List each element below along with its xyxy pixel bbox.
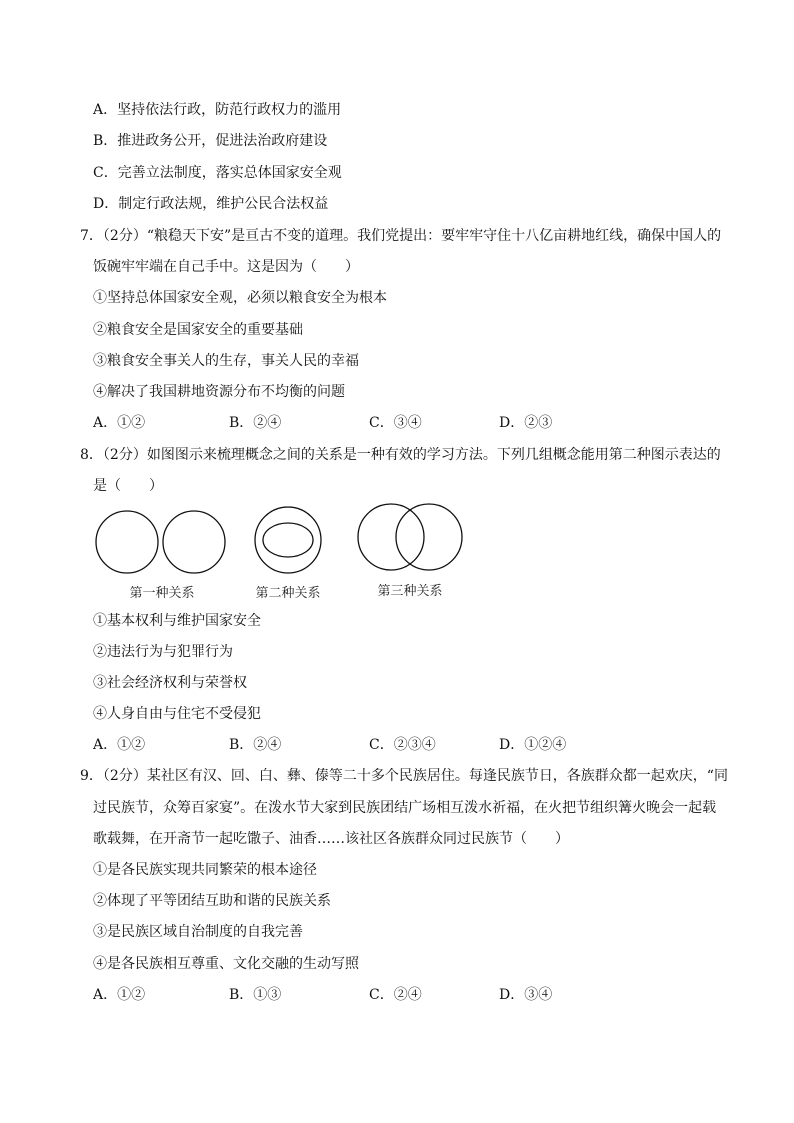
q7-statement-2: ②粮食安全是国家安全的重要基础 — [93, 322, 303, 338]
q8-statement-1: ①基本权利与维护国家安全 — [93, 613, 261, 629]
q9-stem-line1: 9．（2分）某社区有汉、回、白、彝、傣等二十多个民族居住。每逢民族节日，各族群众都一起欢庆，“同 — [80, 768, 728, 784]
q7-stem-line2: 饭碗牢牢端在自己手中。这是因为（ ） — [93, 259, 359, 275]
q9-choices — [93, 985, 653, 1005]
q7-choice-d: D．②③ — [499, 415, 553, 431]
q7-statement-1: ①坚持总体国家安全观，必须以粮食安全为根本 — [93, 290, 387, 306]
q8-stem-line2: 是（ ） — [93, 478, 163, 494]
diagram-caption-second: 第二种关系 — [255, 586, 321, 601]
relationship-diagrams — [92, 502, 472, 602]
third-relation-circle-left — [358, 504, 424, 570]
q7-statement-3: ③粮食安全事关人的生存，事关人民的幸福 — [93, 353, 359, 369]
second-relation-inner-ellipse — [263, 523, 313, 557]
q8-choice-a: A．①② — [93, 737, 146, 753]
q9-statement-4: ④是各民族相互尊重、文化交融的生动写照 — [93, 956, 359, 972]
q9-choice-c: C．②④ — [369, 987, 422, 1003]
q9-stem-line2: 过民族节，众筹百家宴”。在泼水节大家到民族团结广场相互泼水祈福，在火把节组织篝火晚会一起载 — [93, 800, 717, 816]
q7-stem-line1: 7．（2分）“粮稳天下安”是亘古不变的道理。我们党提出：要牢牢守住十八亿亩耕地红线，确保中国人的 — [80, 228, 722, 244]
q8-choice-d: D．①②④ — [499, 737, 567, 753]
q7-statement-4: ④解决了我国耕地资源分布不均衡的问题 — [93, 384, 345, 400]
q9-statement-1: ①是各民族实现共同繁荣的根本途径 — [93, 862, 317, 878]
prev-option-a: A．坚持依法行政，防范行政权力的滥用 — [93, 102, 342, 118]
q8-stem-line1: 8．（2分）如图图示来梳理概念之间的关系是一种有效的学习方法。下列几组概念能用第二种图示表达的 — [80, 447, 721, 463]
q7-choices — [93, 413, 653, 433]
q9-choice-a: A．①② — [93, 987, 146, 1003]
q7-choice-c: C．③④ — [369, 415, 422, 431]
q7-choice-b: B．②④ — [229, 415, 282, 431]
first-relation-circle-right — [163, 511, 225, 573]
prev-option-b: B．推进政务公开，促进法治政府建设 — [93, 133, 328, 149]
q9-stem-line3: 歌载舞，在开斋节一起吃馓子、油香……该社区各族群众同过民族节（ ） — [93, 831, 569, 847]
q9-statement-2: ②体现了平等团结互助和谐的民族关系 — [93, 893, 331, 909]
third-relation-circle-right — [396, 504, 462, 570]
q9-choice-d: D．③④ — [499, 987, 553, 1003]
second-relation-outer-circle — [255, 507, 321, 573]
prev-option-d: D．制定行政法规，维护公民合法权益 — [93, 196, 329, 212]
diagram-caption-first: 第一种关系 — [129, 586, 195, 601]
q9-statement-3: ③是民族区域自治制度的自我完善 — [93, 924, 303, 940]
q9-choice-b: B．①③ — [229, 987, 282, 1003]
q8-statement-2: ②违法行为与犯罪行为 — [93, 644, 233, 660]
diagram-third-relation — [358, 504, 462, 599]
prev-option-c: C．完善立法制度，落实总体国家安全观 — [93, 165, 342, 181]
q8-statement-4: ④人身自由与住宅不受侵犯 — [93, 706, 261, 722]
q8-choice-c: C．②③④ — [369, 737, 436, 753]
first-relation-circle-left — [96, 511, 158, 573]
q8-statement-3: ③社会经济权利与荣誉权 — [93, 675, 247, 691]
diagram-first-relation — [96, 511, 225, 601]
q8-choice-b: B．②④ — [229, 737, 282, 753]
q7-choice-a: A．①② — [93, 415, 146, 431]
diagram-second-relation — [255, 507, 321, 601]
q8-choices — [93, 735, 653, 755]
diagram-caption-third: 第三种关系 — [377, 584, 443, 599]
